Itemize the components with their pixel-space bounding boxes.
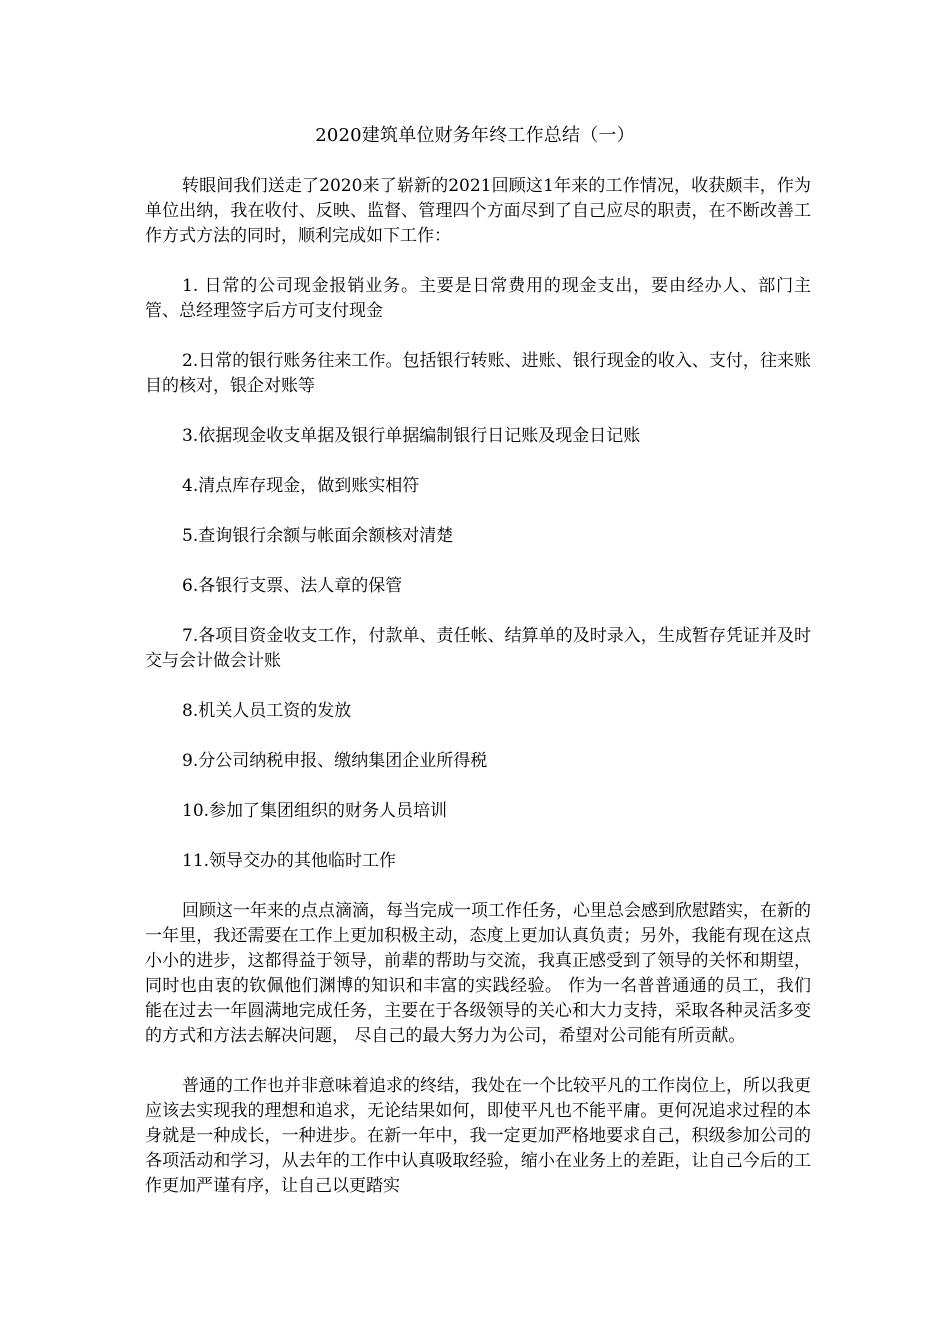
list-item-11: 11.领导交办的其他临时工作 (182, 851, 397, 871)
list-item-3: 3.依据现金收支单据及银行单据编制银行日记账及现金日记账 (182, 426, 641, 446)
list-item-1: 1. 日常的公司现金报销业务。主要是日常费用的现金支出，要由经办人、部门主管、总经理签字后方可支付现金 (145, 276, 811, 321)
list-item-4: 4.清点库存现金，做到账实相符 (182, 476, 420, 496)
list-item-5: 5.查询银行余额与帐面余额核对清楚 (182, 526, 454, 546)
document-title: 2020建筑单位财务年终工作总结（一） (315, 125, 635, 146)
list-item-6: 6.各银行支票、法人章的保管 (182, 576, 403, 596)
list-item-8: 8.机关人员工资的发放 (182, 701, 352, 721)
list-item-7: 7.各项目资金收支工作，付款单、责任帐、结算单的及时录入，生成暂存凭证并及时交与会计做会计账 (145, 626, 811, 671)
outlook-paragraph: 普通的工作也并非意味着追求的终结，我处在一个比较平凡的工作岗位上，所以我更应该去实现我的理想和追求，无论结果如何，即使平凡也不能平庸。更何况追求过程的本身就是一种成长，一种进步。在新一年中，我一定更加严格地要求自己，积级参加公司的各项活动和学习，从去年的工作中认真吸取经验，缩小在业务上的差距，让自己今后的工作更加严谨有序，让自己以更踏实 (145, 1076, 811, 1196)
document-body (145, 174, 811, 1224)
list-item-10: 10.参加了集团组织的财务人员培训 (182, 801, 448, 821)
list-item-9: 9.分公司纳税申报、缴纳集团企业所得税 (182, 751, 488, 771)
intro-paragraph: 转眼间我们送走了2020来了崭新的2021回顾这1年来的工作情况，收获颇丰，作为单位出纳，我在收付、反映、监督、管理四个方面尽到了自己应尽的职责，在不断改善工作方式方法的同时，顺利完成如下工作： (145, 176, 811, 246)
list-item-2: 2.日常的银行账务往来工作。包括银行转账、进账、银行现金的收入、支付，往来账目的核对，银企对账等 (145, 351, 811, 396)
review-paragraph: 回顾这一年来的点点滴滴，每当完成一项工作任务，心里总会感到欣慰踏实，在新的一年里，我还需要在工作上更加积极主动，态度上更加认真负责；另外，我能有现在这点小小的进步，这都得益于领导，前辈的帮助与交流，我真正感受到了领导的关怀和期望，同时也由衷的钦佩他们渊博的知识和丰富的实践经验。 作为一名普普通通的员工，我们能在过去一年圆满地完成任务，主要在于各级领导的关心和大力支持，采取各种灵活多变的方式和方法去解决问题， 尽自己的最大努力为公司，希望对公司能有所贡献。 (145, 901, 811, 1046)
